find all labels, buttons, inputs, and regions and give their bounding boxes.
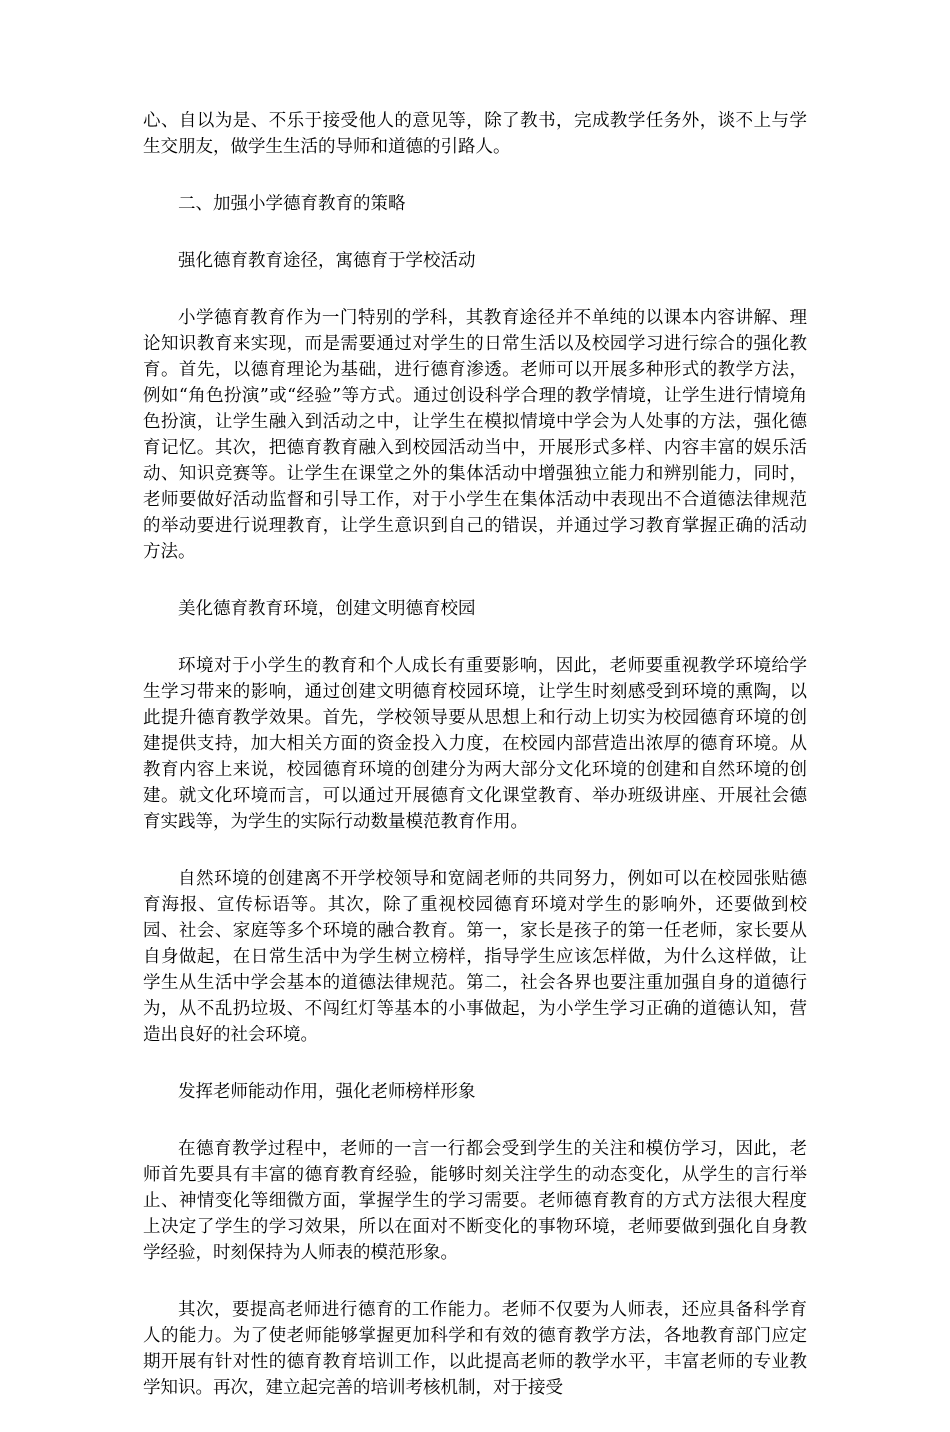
paragraph-natural-environment: 自然环境的创建离不开学校领导和宽阔老师的共同努力，例如可以在校园张贴德育海报、宣传标语等。其次，除了重视校园德育环境对学生的影响外，还要做到校园、社会、家庭等多个环境的融合教育。第一，家长是孩子的第一任老师，家长要从自身做起，在日常生活中为学生树立榜样，指导学生应该怎样做，为什么这样做，让学生从生活中学会基本的道德法律规范。第二，社会各界也要注重加强自身的道德行为，从不乱扔垃圾、不闯红灯等基本的小事做起，为小学生学习正确的道德认知，营造出良好的社会环境。 bbox=[143, 869, 807, 1045]
paragraph-environment-influence: 环境对于小学生的教育和个人成长有重要影响，因此，老师要重视教学环境给学生学习带来的影响，通过创建文明德育校园环境，让学生时刻感受到环境的熏陶，以此提升德育教学效果。首先，学校领导要从思想上和行动上切实为校园德育环境的创建提供支持，加大相关方面的资金投入力度，在校园内部营造出浓厚的德育环境。从教育内容上来说，校园德育环境的创建分为两大部分文化环境的创建和自然环境的创建。就文化环境而言，可以通过开展德育文化课堂教育、举办班级讲座、开展社会德育实践等，为学生的实际行动数量模范教育作用。 bbox=[143, 656, 807, 832]
subheading-teacher-role: 发挥老师能动作用，强化老师榜样形象 bbox=[178, 1082, 476, 1102]
document-page bbox=[143, 108, 807, 1432]
paragraph-continuation: 心、自以为是、不乐于接受他人的意见等，除了教书，完成教学任务外，谈不上与学生交朋友，做学生生活的导师和道德的引路人。 bbox=[143, 111, 807, 157]
subheading-campus-environment: 美化德育教育环境，创建文明德育校园 bbox=[178, 599, 476, 619]
subheading-school-activities: 强化德育教育途径，寓德育于学校活动 bbox=[178, 251, 476, 271]
paragraph-teacher-ability: 其次，要提高老师进行德育的工作能力。老师不仅要为人师表，还应具备科学育人的能力。为了使老师能够掌握更加科学和有效的德育教学方法，各地教育部门应定期开展有针对性的德育教育培训工作，以此提高老师的教学水平，丰富老师的专业教学知识。再次，建立起完善的培训考核机制，对于接受 bbox=[143, 1300, 807, 1398]
paragraph-moral-education-approach: 小学德育教育作为一门特别的学科，其教育途径并不单纯的以课本内容讲解、理论知识教育来实现，而是需要通过对学生的日常生活以及校园学习进行综合的强化教育。首先，以德育理论为基础，进行德育渗透。老师可以开展多种形式的教学方法，例如“角色扮演”或“经验”等方式。通过创设科学合理的教学情境，让学生进行情境角色扮演，让学生融入到活动之中，让学生在模拟情境中学会为人处事的方法，强化德育记忆。其次，把德育教育融入到校园活动当中，开展形式多样、内容丰富的娱乐活动、知识竞赛等。让学生在课堂之外的集体活动中增强独立能力和辨别能力，同时，老师要做好活动监督和引导工作，对于小学生在集体活动中表现出不合道德法律规范的举动要进行说理教育，让学生意识到自己的错误，并通过学习教育掌握正确的活动方法。 bbox=[143, 308, 807, 562]
paragraph-teacher-example: 在德育教学过程中，老师的一言一行都会受到学生的关注和模仿学习，因此，老师首先要具有丰富的德育教育经验，能够时刻关注学生的动态变化，从学生的言行举止、神情变化等细微方面，掌握学生的学习需要。老师德育教育的方式方法很大程度上决定了学生的学习效果，所以在面对不断变化的事物环境，老师要做到强化自身教学经验，时刻保持为人师表的模范形象。 bbox=[143, 1139, 807, 1263]
section-heading-strategies: 二、加强小学德育教育的策略 bbox=[178, 194, 406, 214]
